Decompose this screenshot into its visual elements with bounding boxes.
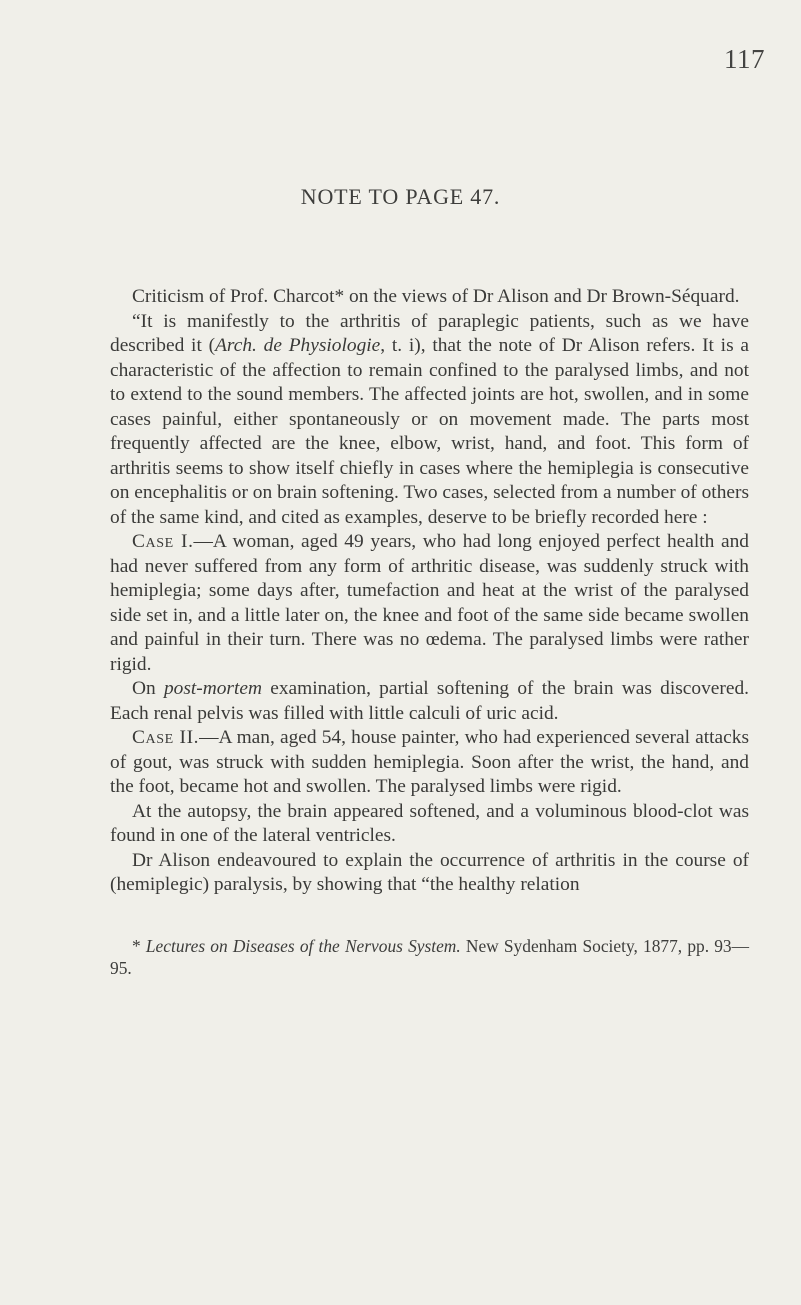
footnote-rest: New Sydenham Society, 1877, pp. 93—95. xyxy=(110,936,749,978)
body-text xyxy=(110,285,749,898)
quote-text-end: , t. i), that the note of Dr Alison refers. It is a characteristic of the affection to remain confined to the paralysed limbs, and not to extend to the sound members. The affected joints are hot, swollen, and in some cases painful, either spontaneously or on movement made. The parts most frequently affected are the knee, elbow, wrist, hand, and foot. This form of arthritis seems to show itself chiefly in cases where the hemiplegia is consecutive on encephalitis or on brain softening. Two cases, selected from a number of others of the same kind, and cited as examples, deserve to be briefly recorded here : xyxy=(110,335,749,528)
post-mortem-start: On xyxy=(132,678,164,699)
case-two-text: —A man, aged 54, house painter, who had experienced several attacks of gout, was struck with sudden hemiplegia. Soon after the wrist, the hand, and the foot, became hot and swollen. The paralysed limbs were rigid. xyxy=(110,727,750,797)
page-number: 117 xyxy=(724,44,765,74)
case-two-paragraph xyxy=(110,726,749,800)
footnote xyxy=(110,936,749,979)
journal-citation: Arch. de Physiologie xyxy=(215,335,381,356)
post-mortem-italic: post-mortem xyxy=(163,678,262,699)
case-one-text: —A woman, aged 49 years, who had long enjoyed perfect health and had never suffered from any form of arthritic disease, was suddenly struck with hemiplegia; some days after, tumefaction and heat at the wrist of the paralysed side set in, and a little later on, the knee and foot of the same side became swollen and painful in their turn. There was no œdema. The paralysed limbs were rather rigid. xyxy=(110,531,749,675)
footnote-marker: * xyxy=(132,936,146,956)
case-two-label: Case II. xyxy=(132,727,200,748)
autopsy-paragraph: At the autopsy, the brain appeared softened, and a voluminous blood-clot was found in one of the lateral ventricles. xyxy=(110,800,749,846)
post-mortem-paragraph xyxy=(110,677,749,726)
intro-paragraph: Criticism of Prof. Charcot* on the views of Dr Alison and Dr Brown-Séquard. xyxy=(132,286,740,307)
section-heading: NOTE TO PAGE 47. xyxy=(300,184,501,209)
post-mortem-end: examination, partial softening of the brain was discovered. Each renal pelvis was filled with little calculi of uric acid. xyxy=(110,678,749,724)
footnote-title: Lectures on Diseases of the Nervous System. xyxy=(145,936,461,956)
case-one-label: Case I. xyxy=(132,531,194,552)
alison-paragraph: Dr Alison endeavoured to explain the occurrence of arthritis in the course of (hemiplegic) paralysis, by showing that “the healthy relation xyxy=(110,849,749,895)
quote-text-start: “It is manifestly to the arthritis of paraplegic patients, such as we have described it ( xyxy=(110,310,749,356)
quote-paragraph xyxy=(110,310,749,531)
footnote-text xyxy=(110,936,749,979)
case-one-paragraph xyxy=(110,530,749,677)
